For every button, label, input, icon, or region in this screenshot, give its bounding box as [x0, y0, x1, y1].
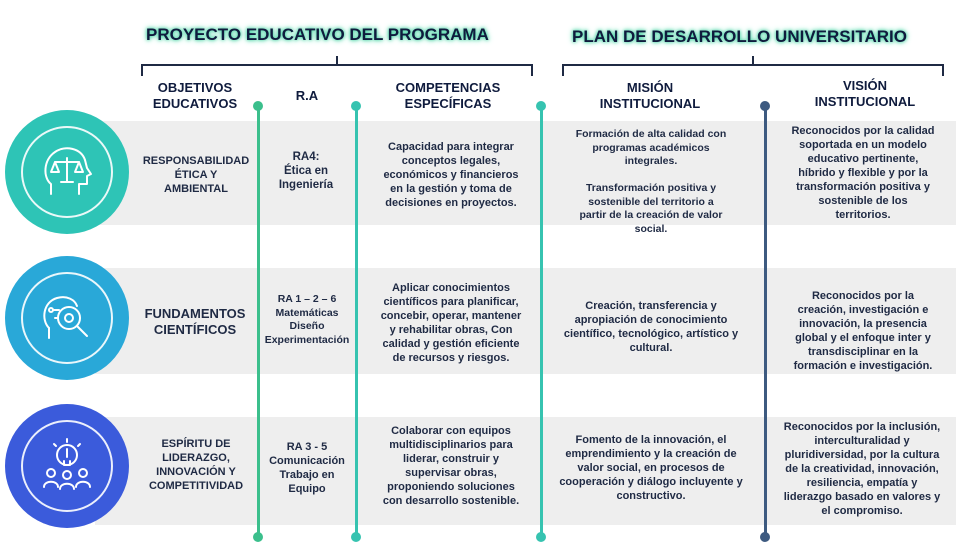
vision-row-1: Reconocidos por la calidad soportada en un modelo educativo pertinente, híbrido y flexible y por la transformación positiva y sostenible de los territorios. [791, 125, 935, 221]
divider-dot-bottom-1 [253, 532, 263, 542]
justice-head-icon [37, 140, 97, 200]
ra-row-1: RA4: Ética en Ingeniería [278, 151, 334, 191]
divider-line-4 [764, 106, 767, 536]
divider-dot-top-1 [253, 101, 263, 111]
column-competencias: COMPETENCIAS ESPECÍFICAS [395, 80, 501, 111]
mision-row-1: Formación de alta calidad con programas académicos integrales. Transformación positiva y sostenible del territorio a partir de la creación de valor social. [575, 128, 727, 235]
bracket-right [562, 64, 944, 76]
divider-dot-top-3 [536, 101, 546, 111]
divider-dot-bottom-4 [760, 532, 770, 542]
ra-row-3: RA 3 - 5 Comunicación Trabajo en Equipo [269, 441, 345, 495]
objetivo-row-3: ESPÍRITU DE LIDERAZGO, INNOVACIÓN Y COMPETITIVIDAD [148, 438, 244, 492]
divider-dot-bottom-2 [351, 532, 361, 542]
divider-line-2 [355, 106, 358, 536]
divider-dot-bottom-3 [536, 532, 546, 542]
vision-row-2: Reconocidos por la creación, investigación e innovación, la presencia global y el enfoque inter y transdisciplinar en la formación e investigación. [793, 290, 933, 372]
bracket-left [141, 64, 533, 76]
column-ra: R.A [295, 88, 319, 103]
science-search-icon [37, 288, 97, 348]
column-mision: MISIÓN INSTITUCIONAL [599, 80, 701, 111]
competencia-row-3: Colaborar con equipos multidisciplinarios para liderar, construir y supervisar obras, proponiendo soluciones con desarrollo sostenible. [382, 425, 520, 507]
divider-dot-top-2 [351, 101, 361, 111]
column-objetivos: OBJETIVOS EDUCATIVOS [152, 80, 238, 111]
header-proyecto-educativo: PROYECTO EDUCATIVO DEL PROGRAMA [146, 25, 489, 44]
leadership-team-icon [37, 435, 97, 495]
objetivo-row-2: FUNDAMENTOS CIENTÍFICOS [144, 306, 246, 337]
divider-line-3 [540, 106, 543, 536]
column-vision: VISIÓN INSTITUCIONAL [814, 78, 916, 109]
vision-row-3: Reconocidos por la inclusión, interculturalidad y pluridiversidad, por la cultura de la creatividad, innovación, resiliencia, empatía y liderazgo basado en valores y el compromiso. [783, 421, 941, 517]
competencia-row-2: Aplicar conocimientos científicos para planificar, concebir, operar, mantener y rehabilitar obras, Con calidad y gestión eficiente de recursos y riesgos. [380, 282, 522, 364]
divider-dot-top-4 [760, 101, 770, 111]
ra-row-2: RA 1 – 2 – 6 Matemáticas Diseño Experimentación [264, 293, 350, 346]
mision-row-2: Creación, transferencia y apropiación de conocimiento científico, tecnológico, artístico y cultural. [563, 300, 739, 354]
competencia-row-1: Capacidad para integrar conceptos legales, económicos y financieros en la gestión y toma de decisiones en proyectos. [383, 141, 519, 209]
header-plan-desarrollo: PLAN DE DESARROLLO UNIVERSITARIO [572, 27, 907, 46]
objetivo-row-1: RESPONSABILIDAD ÉTICA Y AMBIENTAL [142, 155, 250, 195]
mision-row-3: Fomento de la innovación, el emprendimiento y la creación de valor social, en procesos de cooperación y diálogo incluyente y constructivo. [559, 434, 743, 502]
